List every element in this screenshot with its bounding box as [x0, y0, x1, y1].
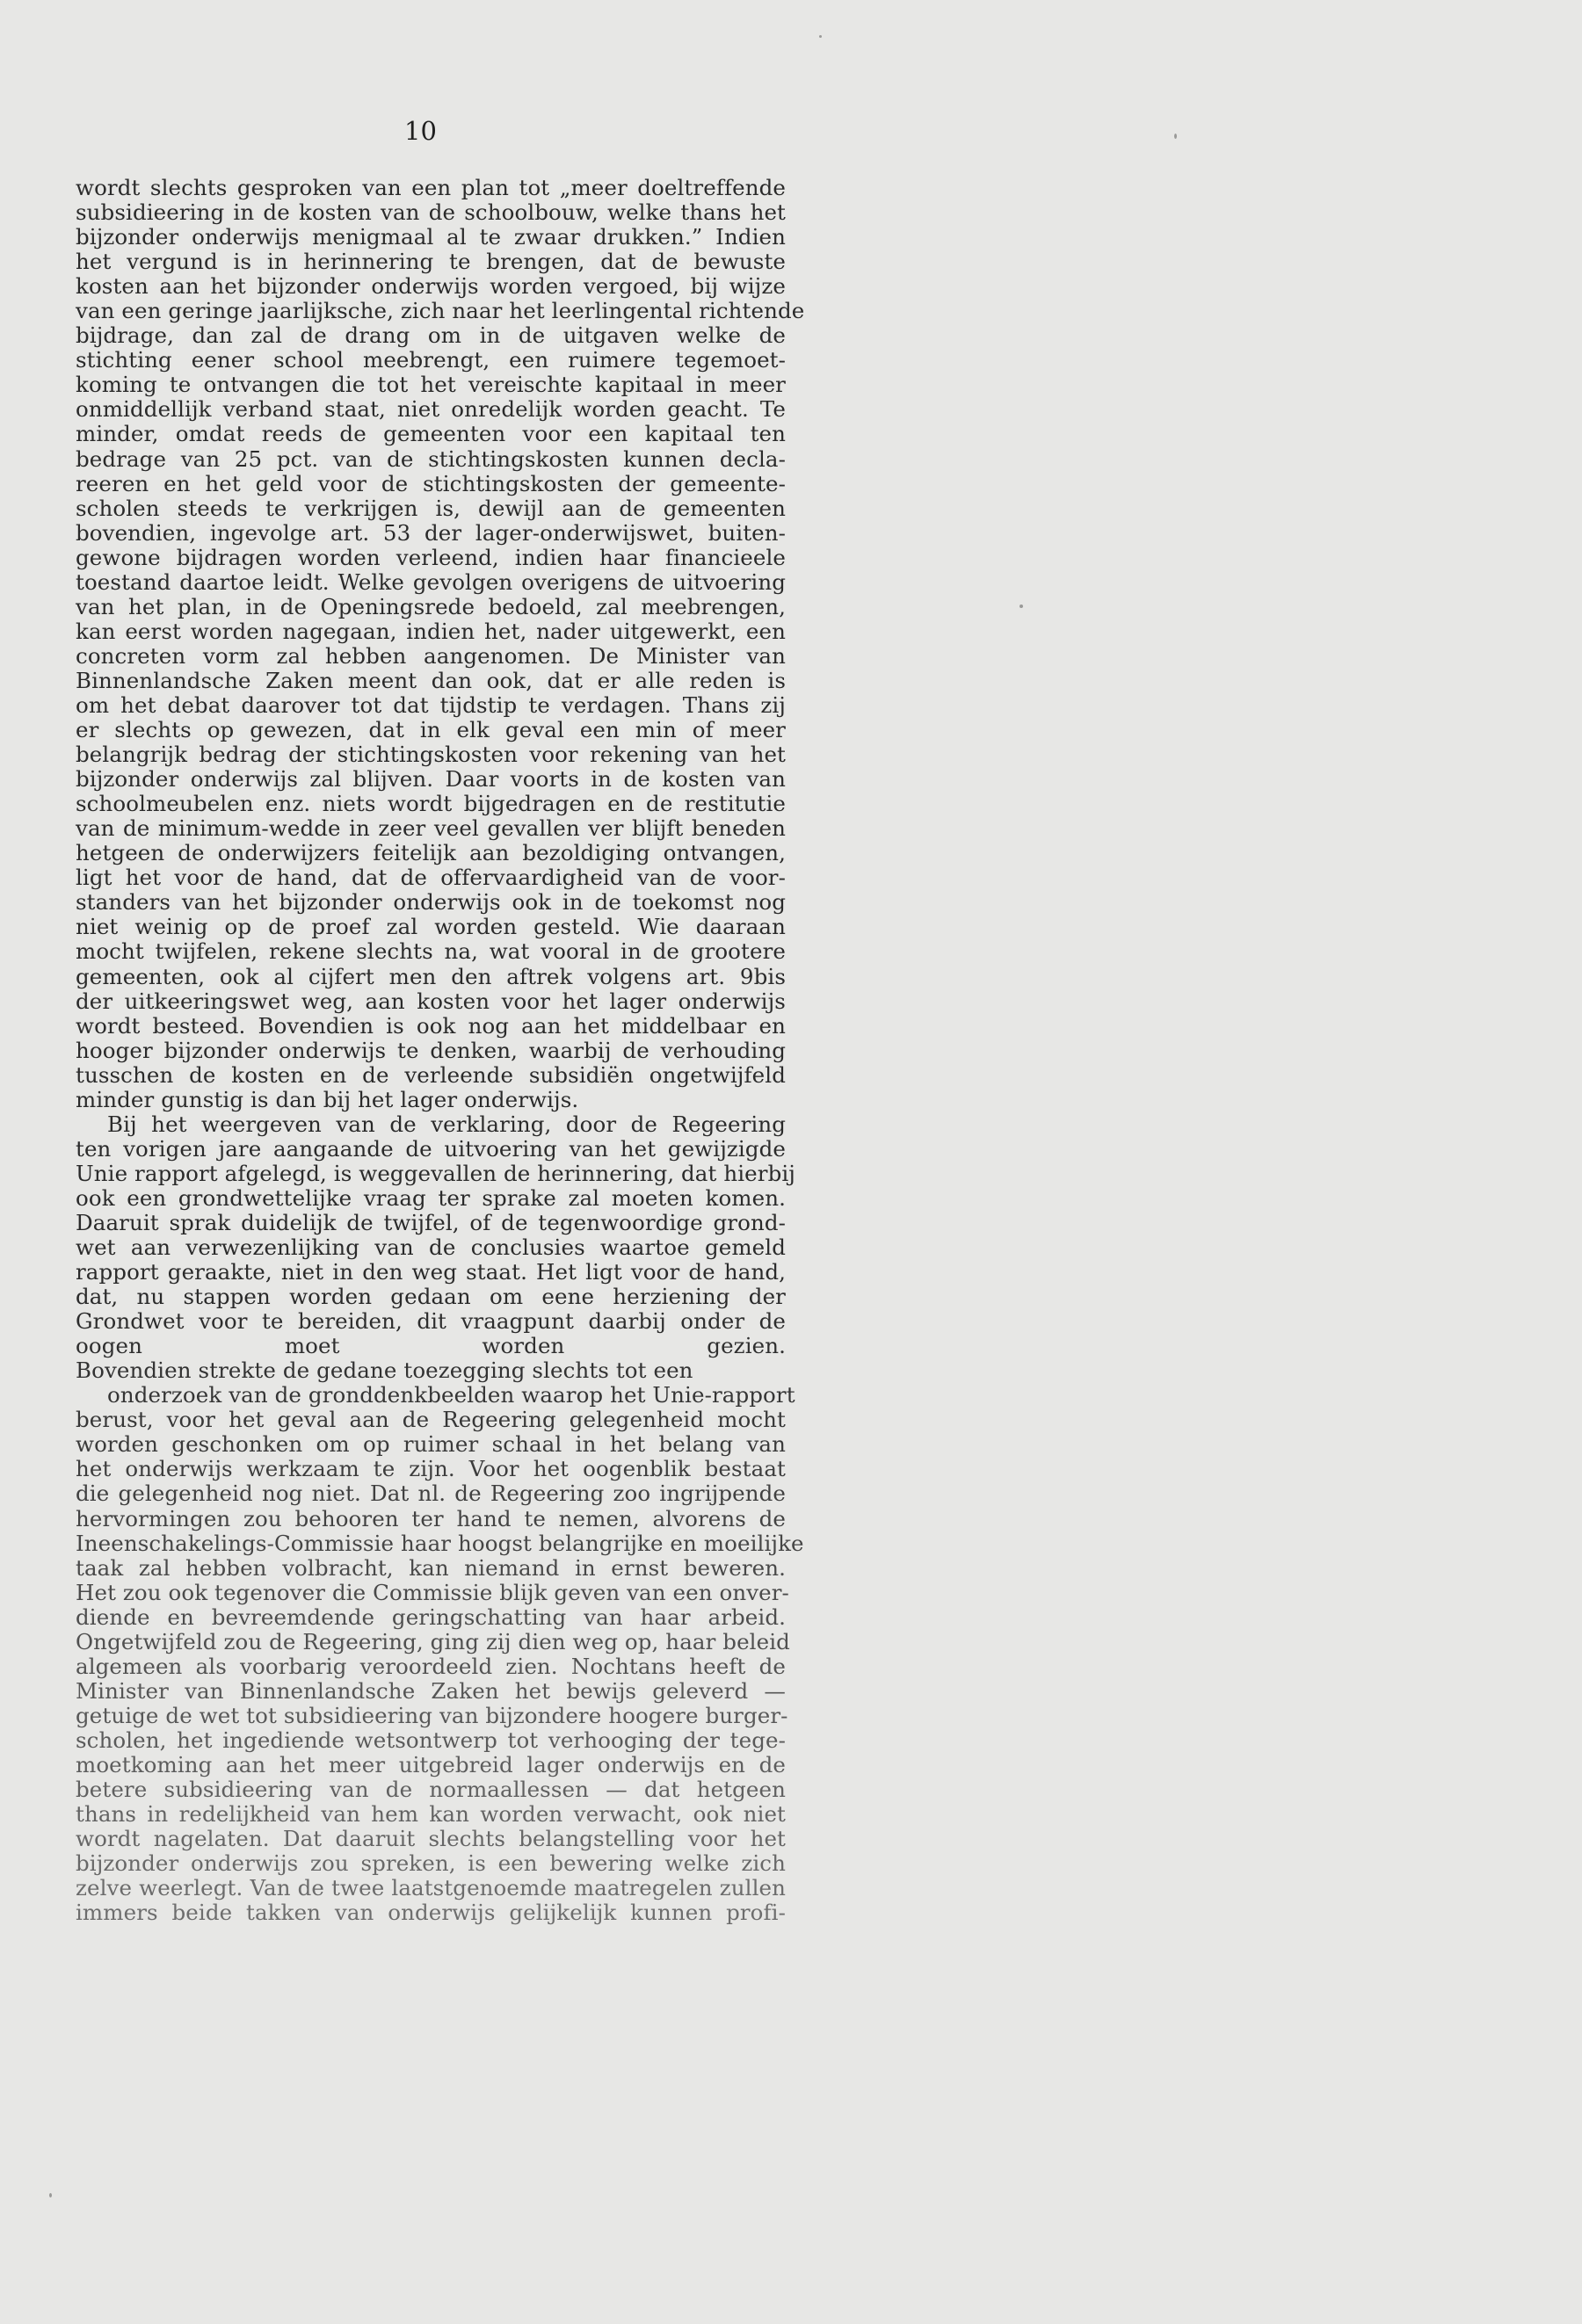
- text-line: tusschen de kosten en de verleende subsidiën ongetwijfeld: [76, 1061, 786, 1088]
- text-line: hooger bijzonder onderwijs te denken, waarbij de verhouding: [76, 1037, 786, 1063]
- text-line: getuige de wet tot subsidieering van bijzondere hoogere burger-: [76, 1702, 788, 1728]
- text-line: onderzoek van de gronddenkbeelden waarop het Unie-rapport: [107, 1382, 795, 1408]
- text-line: stichting eener school meebrengt, een ruimere tegemoet-: [76, 347, 786, 373]
- text-line: berust, voor het geval aan de Regeering gelegenheid mocht: [76, 1407, 786, 1433]
- text-line: Ongetwijfeld zou de Regeering, ging zij dien weg op, haar beleid: [76, 1628, 790, 1654]
- text-line: om het debat daarover tot dat tijdstip te verdagen. Thans zij: [76, 691, 786, 718]
- text-line: scholen, het ingediende wetsontwerp tot verhooging der tege-: [76, 1727, 786, 1753]
- text-line: bedrage van 25 pct. van de stichtingskosten kunnen decla-: [76, 445, 786, 472]
- text-line: Bovendien strekte de gedane toezegging slechts tot een: [76, 1357, 693, 1384]
- text-line: niet weinig op de proef zal worden gesteld. Wie daaraan: [76, 914, 786, 940]
- text-line: betere subsidieering van de normaallessen — dat hetgeen: [76, 1777, 786, 1803]
- text-line: algemeen als voorbarig veroordeeld zien. Nochtans heeft de: [76, 1653, 786, 1679]
- text-line: van het plan, in de Openingsrede bedoeld, zal meebrengen,: [76, 593, 786, 619]
- text-line: Ineenschakelings-Commissie haar hoogst belangrijke en moeilijke: [76, 1530, 804, 1556]
- text-line: Het zou ook tegenover die Commissie blijk geven van een onver-: [76, 1579, 789, 1605]
- text-line: van een geringe jaarlijksche, zich naar het leerlingental richtende: [76, 298, 805, 324]
- text-line: wet aan verwezenlijking van de conclusies waartoe gemeld: [76, 1234, 786, 1261]
- text-line: schoolmeubelen enz. niets wordt bijgedragen en de restitutie: [76, 791, 786, 817]
- text-line: gewone bijdragen worden verleend, indien haar financieele: [76, 544, 786, 570]
- text-line: bijzonder onderwijs menigmaal al te zwaar drukken.” Indien: [76, 224, 786, 250]
- text-line: subsidieering in de kosten van de schoolbouw, welke thans het: [76, 199, 786, 226]
- text-line: het vergund is in herinnering te brengen, dat de bewuste: [76, 249, 786, 275]
- text-line: wordt besteed. Bovendien is ook nog aan het middelbaar en: [76, 1012, 786, 1039]
- text-line: koming te ontvangen die tot het vereischte kapitaal in meer: [76, 372, 786, 398]
- text-line: der uitkeeringswet weg, aan kosten voor het lager onderwijs: [76, 988, 786, 1014]
- text-line: minder, omdat reeds de gemeenten voor een kapitaal ten: [76, 421, 786, 447]
- text-line: die gelegenheid nog niet. Dat nl. de Regeering zoo ingrijpende: [76, 1481, 786, 1507]
- text-line: taak zal hebben volbracht, kan niemand in ernst beweren.: [76, 1554, 786, 1581]
- text-line: wordt nagelaten. Dat daaruit slechts belangstelling voor het: [76, 1826, 786, 1852]
- text-line: worden geschonken om op ruimer schaal in het belang van: [76, 1431, 786, 1458]
- text-line: bijdrage, dan zal de drang om in de uitgaven welke de: [76, 322, 786, 349]
- text-line: concreten vorm zal hebben aangenomen. De Minister van: [76, 642, 786, 669]
- text-line: van de minimum-wedde in zeer veel gevallen ver blijft beneden: [76, 815, 786, 842]
- text-line: wordt slechts gesproken van een plan tot „meer doeltreffende: [76, 175, 786, 200]
- text-line: bijzonder onderwijs zou spreken, is een bewering welke zich: [76, 1850, 786, 1877]
- page-number: 10: [404, 116, 437, 146]
- text-line: er slechts op gewezen, dat in elk geval een min of meer: [76, 717, 786, 743]
- text-line: het onderwijs werkzaam te zijn. Voor het oogenblik bestaat: [76, 1456, 786, 1482]
- text-line: ook een grondwettelijke vraag ter sprake zal moeten komen.: [76, 1184, 786, 1211]
- text-line: onmiddellijk verband staat, niet onredelijk worden geacht. Te: [76, 396, 786, 423]
- text-line: moetkoming aan het meer uitgebreid lager onderwijs en de: [76, 1752, 786, 1777]
- text-line: gemeenten, ook al cijfert men den aftrek volgens art. 9bis: [76, 963, 786, 989]
- text-line: toestand daartoe leidt. Welke gevolgen overigens de uitvoering: [76, 568, 786, 595]
- text-line: diende en bevreemdende geringschatting van haar arbeid.: [76, 1604, 786, 1630]
- text-line: rapport geraakte, niet in den weg staat. Het ligt voor de hand,: [76, 1259, 786, 1285]
- text-line: thans in redelijkheid van hem kan worden verwacht, ook niet: [76, 1801, 786, 1828]
- text-line: ten vorigen jare aangaande de uitvoering van het gewijzigde: [76, 1135, 786, 1162]
- text-line: Bij het weergeven van de verklaring, door de Regeering: [107, 1111, 786, 1137]
- dust-speck: [49, 2193, 52, 2197]
- body-text: [76, 175, 805, 1926]
- text-line: Unie rapport afgelegd, is weggevallen de herinnering, dat hierbij: [76, 1160, 795, 1186]
- text-line: Binnenlandsche Zaken meent dan ook, dat er alle reden is: [76, 667, 786, 693]
- text-line: kosten aan het bijzonder onderwijs worden vergoed, bij wijze: [76, 273, 786, 300]
- dust-speck: [1174, 134, 1177, 139]
- text-line: kan eerst worden nagegaan, indien het, nader uitgewerkt, een: [76, 618, 786, 644]
- text-line: hervormingen zou behooren ter hand te nemen, alvorens de: [76, 1505, 786, 1531]
- text-line: reeren en het geld voor de stichtingskosten der gemeente-: [76, 470, 786, 496]
- text-line: standers van het bijzonder onderwijs ook in de toekomst nog: [76, 889, 786, 916]
- dust-speck: [819, 35, 822, 38]
- text-line: minder gunstig is dan bij het lager onderwijs.: [76, 1086, 579, 1112]
- text-line: immers beide takken van onderwijs gelijkelijk kunnen profi-: [76, 1900, 786, 1926]
- text-line: bijzonder onderwijs zal blijven. Daar voorts in de kosten van: [76, 766, 786, 793]
- text-line: bovendien, ingevolge art. 53 der lager-onderwijswet, buiten-: [76, 519, 786, 546]
- text-line: Daaruit sprak duidelijk de twijfel, of de tegenwoordige grond-: [76, 1209, 786, 1235]
- dust-speck: [1020, 605, 1023, 608]
- text-line: zelve weerlegt. Van de twee laatstgenoemde maatregelen zullen: [76, 1875, 786, 1901]
- text-line: Grondwet voor te bereiden, dit vraagpunt daarbij onder de: [76, 1308, 786, 1335]
- text-line: hetgeen de onderwijzers feitelijk aan bezoldiging ontvangen,: [76, 840, 786, 866]
- text-line: Minister van Binnenlandsche Zaken het bewijs geleverd —: [76, 1677, 786, 1704]
- text-line: belangrijk bedrag der stichtingskosten voor rekening van het: [76, 742, 786, 768]
- text-line: ligt het voor de hand, dat de offervaardigheid van de voor-: [76, 865, 786, 891]
- text-line: mocht twijfelen, rekene slechts na, wat vooral in de grootere: [76, 938, 786, 965]
- text-line: dat, nu stappen worden gedaan om eene herziening der: [76, 1284, 786, 1310]
- text-line: oogen moet worden gezien.: [76, 1333, 786, 1359]
- text-line: scholen steeds te verkrijgen is, dewijl aan de gemeenten: [76, 495, 786, 521]
